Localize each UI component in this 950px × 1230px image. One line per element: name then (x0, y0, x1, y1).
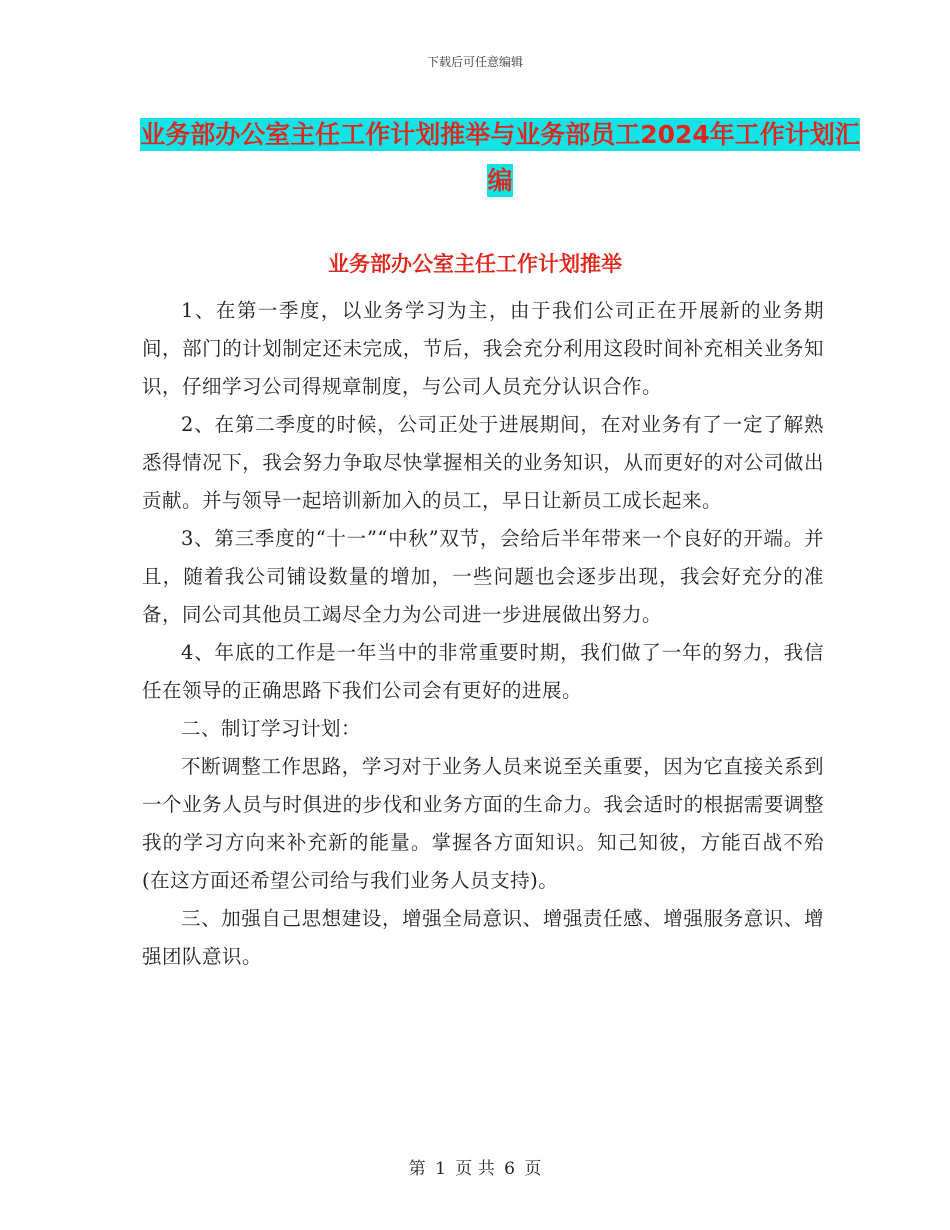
page-label-suffix: 页 (524, 1159, 542, 1179)
paragraph: 二、制订学习计划： (181, 717, 362, 740)
page-number (0, 1154, 950, 1179)
paragraph: 2、在第二季度的时候，公司正处于进展期间，在对业务有了一定了解熟悉得情况下，我会努力争取尽快掌握相关的业务知识，从而更好的对公司做出贡献。并与领导一起培训新加入的员工，早日让新员工成长起来。 (142, 413, 824, 512)
page-label-prefix: 第 (408, 1159, 426, 1179)
current-page: 1 (435, 1159, 446, 1179)
document-title (140, 112, 860, 204)
document-body (142, 292, 824, 976)
section-title: 业务部办公室主任工作计划推举 (328, 252, 622, 276)
header-note: 下载后可任意编辑 (426, 55, 523, 69)
paragraph: 不断调整工作思路，学习对于业务人员来说至关重要，因为它直接关系到一个业务人员与时俱进的步伐和业务方面的生命力。我会适时的根据需要调整我的学习方向来补充新的能量。掌握各方面知识。知己知彼，方能百战不殆(在这方面还希望公司给与我们业务人员支持)。 (142, 755, 824, 892)
page-label-mid: 页 共 (455, 1159, 495, 1179)
total-pages: 6 (504, 1159, 515, 1179)
paragraph: 4、年底的工作是一年当中的非常重要时期，我们做了一年的努力，我信任在领导的正确思路下我们公司会有更好的进展。 (142, 641, 824, 702)
paragraph: 1、在第一季度，以业务学习为主，由于我们公司正在开展新的业务期间，部门的计划制定还未完成，节后，我会充分利用这段时间补充相关业务知识，仔细学习公司得规章制度，与公司人员充分认识合作。 (142, 299, 824, 398)
document-title-text: 业务部办公室主任工作计划推举与业务部员工2024年工作计划汇编 (140, 120, 860, 195)
paragraph: 三、加强自己思想建设，增强全局意识、增强责任感、增强服务意识、增强团队意识。 (142, 907, 824, 968)
paragraph: 3、第三季度的“十一”“中秋”双节，会给后半年带来一个良好的开端。并且，随着我公司铺设数量的增加，一些问题也会逐步出现，我会好充分的准备，同公司其他员工竭尽全力为公司进一步进展做出努力。 (142, 527, 824, 626)
